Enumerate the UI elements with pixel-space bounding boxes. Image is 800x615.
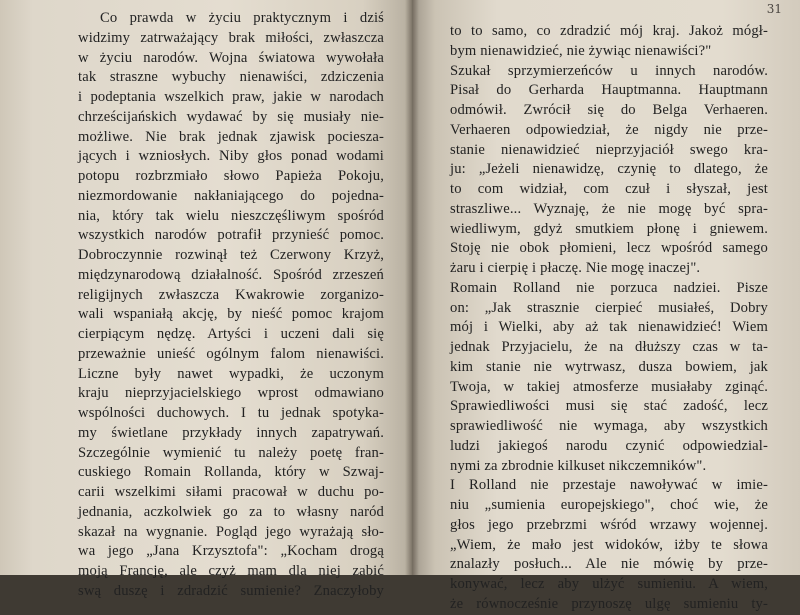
text-line: ludzi jakiegoś narodu czynić odpowiedzial- [450, 437, 768, 454]
text-line: Sprawiedliwości musi się stać zadość, lecz [450, 398, 768, 415]
text-line: odmówił. Zwrócił się do Belga Verhaeren. [450, 102, 768, 118]
text-line: wa jego „Jana Krzysztofa": „Kocham drogą [78, 543, 384, 560]
text-line: wspólności duchowych. I tu jednak spotyka- [78, 405, 384, 421]
text-line: on: „Jak strasznie cierpieć musiałeś, Dobry [450, 299, 768, 316]
text-line: swą duszę i zdradzić sumienie? Znaczyłoby [78, 582, 384, 599]
text-line: widzimy zatrważający brak miłości, zwłaszcza [78, 29, 384, 46]
left-page-text [78, 9, 384, 602]
text-line: Pisał do Gerharda Hauptmanna. Hauptmann [450, 82, 768, 99]
text-line: mój i Wielki, aby aż tak nienawidzieć! Wiem [450, 319, 768, 336]
book-gutter [405, 0, 419, 575]
text-line: cuskiego Romain Rollanda, który w Szwaj- [78, 464, 384, 481]
text-line: jednania, aczkolwiek go za to własny naród [78, 503, 384, 520]
text-line: chrześcijańskich wydawać by się musiały nie- [78, 108, 384, 125]
text-line: międzynarodową działalność. Spośród zrzeszeń [78, 266, 384, 283]
text-line: kraju nieprzyjacielskiego wprost odmawiano [78, 385, 384, 402]
text-line: wali wspaniałą akcję, by nieść pomoc krajom [78, 306, 384, 323]
text-line: jednak Przyjacielu, że na dłuższy czas w ta- [450, 339, 768, 355]
text-line: że równocześnie przynoszę ulgę sumieniu ty- [450, 595, 768, 612]
text-line: nia, który tak wielu nieszczęśliwym spośród [78, 207, 384, 224]
text-line: Co prawda w życiu praktycznym i dziś [100, 10, 384, 26]
text-line: Verhaeren odpowiedział, że nigdy nie prze- [450, 121, 768, 138]
text-line: sprawiedliwość nie wymaga, aby wszystkich [450, 418, 768, 434]
text-line: Romain Rolland nie porzuca nadziei. Pisze [450, 279, 768, 296]
text-line: ju: „Jeżeli nienawidzę, czynię to dlatego, że [450, 161, 768, 178]
text-line: kim stanie nie wytrwasz, dusza bowiem, jak [450, 358, 768, 375]
text-line: moją Francję, ale czyż mam dla niej zabić [78, 563, 384, 579]
text-line: znalazły posłuch... Ale nie mówię by prze- [450, 556, 768, 573]
text-line: to com widział, com czuł i słyszał, jest [450, 181, 768, 197]
text-line: możliwe. Nie brak jednak zjawisk pociesza- [78, 128, 384, 145]
page-number: 31 [766, 2, 782, 16]
text-line: tak straszne wybuchy nienawiści, zdziczenia [78, 69, 384, 86]
text-line: stanie nienawidzieć nieprzyjaciół swego kra- [450, 141, 768, 158]
text-line: jących i wzniosłych. Niby głos ponad wodami [78, 148, 384, 165]
text-line: niu „sumienia europejskiego", choć wie, że [450, 497, 768, 513]
text-line: my świetlane przykłady innych zapatrywań. [78, 424, 384, 441]
text-line: Dobroczynnie rozwinął też Czerwony Krzyż, [78, 247, 384, 263]
text-line: wszystkich narodów potrafił przynieść pomoc. [78, 227, 384, 244]
text-line: Liczne były nawet wypadki, że uczonym [78, 365, 384, 382]
text-line: i podeptania wszelkich praw, jakie w narodach [78, 89, 384, 105]
text-line: konywać, lecz aby ulżyć sumieniu. A wiem, [450, 576, 768, 592]
text-line: żaru i cierpię i płaczę. Nie mogę inaczej". [450, 260, 701, 276]
text-line: carii wszelkimi siłami pracował w duchu po- [78, 484, 384, 500]
text-line: straszliwe... Wyznaję, że nie mogę być spra- [450, 200, 768, 217]
text-line: to to samo, co zdradzić mój kraj. Jakoż mógł- [450, 23, 768, 39]
right-page-text [450, 22, 768, 615]
text-line: Szukał sprzymierzeńców u innych narodów. [450, 62, 768, 79]
text-line: religijnych zwłaszcza Kwakrowie zorganizo- [78, 286, 384, 303]
text-line: nymi za zbrodnie kilkuset nikczemników". [450, 457, 707, 474]
text-line: przeważnie unieść ogólnym falom nienawiści. [78, 345, 384, 362]
text-line: I Rolland nie przestaje nawoływać w imie- [450, 477, 768, 494]
text-line: Twoja, w takiej atmosferze musiałaby zginąć. [450, 378, 768, 395]
text-line: w życiu narodów. Wojna światowa wywołała [78, 49, 384, 66]
text-line: bym nienawidzieć, nie żywiąc nienawiści?" [450, 42, 712, 59]
text-line: głos jego przebrzmi wśród wrzawy wojennej. [450, 516, 768, 533]
text-line: Szczególnie wymienić tu należy poetę fran- [78, 444, 384, 461]
right-page [412, 0, 800, 612]
text-line: potopu rozbrzmiało słowo Papieża Pokoju, [78, 168, 384, 184]
text-line: skazał na wygnanie. Pogląd jego wyrażają sło- [78, 523, 384, 540]
text-line: „Wiem, że mało jest widoków, iżby te słowa [450, 536, 768, 553]
text-line: niezmordowanie nakłaniającego do pojedna- [78, 187, 384, 204]
text-line: Stoję nie obok płomieni, lecz wpośród samego [450, 240, 768, 257]
text-line: cierpiącym nędzę. Artyści i uczeni dali się [78, 326, 384, 342]
text-line: wiedliwym, gdyż smutkiem płonę i gniewem. [450, 220, 768, 237]
